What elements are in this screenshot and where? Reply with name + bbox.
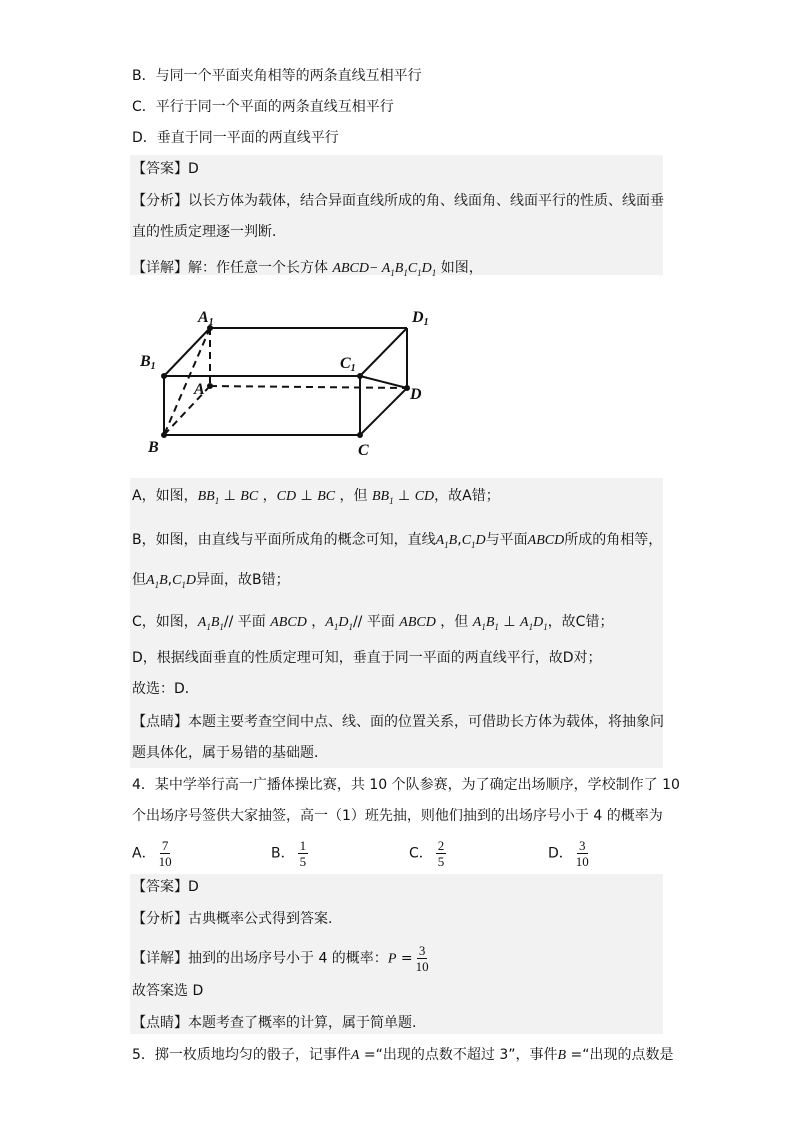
label-b1: B1 (140, 353, 156, 372)
answer-block-shade (130, 155, 663, 278)
label-a1: A1 (198, 309, 214, 328)
label-d: D (410, 386, 422, 403)
q4-detail-line: 【详解】抽到的出场序号小于 4 的概率：P = $\frac{3}{10}$ (132, 943, 429, 974)
label-c1: C1 (340, 355, 356, 374)
label-c: C (358, 442, 369, 459)
comment-line-2: 题具体化，属于易错的基础题． (132, 745, 328, 761)
analysis-text: 以长方体为载体，结合异面直线所成的角、线面角、线面平行的性质、线面垂 (188, 193, 664, 209)
q4-option-d: D． $\frac{3}{10}$ (548, 838, 589, 869)
q4-comment-line: 【点睛】本题考查了概率的计算，属于简单题. (132, 1015, 417, 1031)
analysis-line-1 (132, 191, 664, 211)
reason-a: A，如图，$BB_1$ ⊥ BC ，CD ⊥ BC ，但 $BB_1$ ⊥ CD，故A错； (132, 488, 500, 506)
detail-math: ABCD− $A_1B_1C_1D_1$ (332, 261, 437, 278)
label-b: B (148, 439, 159, 456)
answer-value: D (188, 161, 199, 177)
reason-b-2: 但$A_1B,C_1D$异面，故B错； (132, 572, 290, 590)
q4-choose-line: 故答案选 D (132, 983, 204, 999)
q4-option-a: A． $\frac{7}{10}$ (132, 838, 172, 869)
q4-prob-fraction: $\frac{3}{10}$ (415, 943, 429, 974)
option-c: C．平行于同一个平面的两条直线互相平行 (132, 99, 394, 115)
label-d1: D1 (412, 309, 429, 328)
q4-answer-line: 【答案】D (132, 879, 199, 895)
q4-analysis-line: 【分析】古典概率公式得到答案. (132, 911, 333, 927)
q4-option-c: C． $\frac{2}{5}$ (409, 838, 445, 869)
answer-line (132, 159, 199, 179)
detail-tag: 【详解】 (132, 260, 188, 276)
reason-c: C，如图，$A_1B_1//$ 平面 ABCD ，$A_1D_1//$ 平面 ABCD ，但 $A_1B_1$ ⊥ $A_1D_1$，故C错； (132, 614, 614, 632)
detail-end: 如图， (440, 260, 483, 276)
comment-tag: 【点睛】 (132, 714, 188, 730)
q5-line: 5．掷一枚质地均匀的骰子，记事件A =“出现的点数不超过 3”，事件B =“出现的点数是 (132, 1047, 674, 1063)
cuboid-figure (130, 300, 450, 465)
analysis-tag: 【分析】 (132, 193, 188, 209)
q4-option-b: B． $\frac{1}{5}$ (271, 838, 307, 869)
analysis-line-2: 直的性质定理逐一判断． (132, 224, 286, 240)
comment-line-1: 【点睛】本题主要考查空间中点、线、面的位置关系，可借助长方体为载体，将抽象问 (132, 714, 664, 730)
option-d: D．垂直于同一平面的两直线平行 (132, 130, 339, 146)
choose-line: 故选：D． (132, 681, 199, 697)
label-a: A (194, 381, 205, 398)
reason-b-1: B，如图，由直线与平面所成角的概念可知，直线$A_1B,C_1D$与平面ABCD所成的角相等， (132, 532, 663, 550)
reason-d: D，根据线面垂直的性质定理可知，垂直于同一平面的两直线平行，故D对； (132, 650, 602, 666)
detail-line (132, 258, 483, 283)
option-b: B．与同一个平面夹角相等的两条直线互相平行 (132, 68, 422, 84)
q4-line-2: 个出场序号签供大家抽签，高一（1）班先抽，则他们抽到的出场序号小于 4 的概率为 (132, 808, 663, 824)
answer-tag: 【答案】 (132, 161, 188, 177)
detail-text: 解：作任意一个长方体 (188, 260, 328, 276)
q4-line-1: 4．某中学举行高一广播体操比赛，共 10 个队参赛，为了确定出场顺序，学校制作了 10 (132, 777, 680, 793)
